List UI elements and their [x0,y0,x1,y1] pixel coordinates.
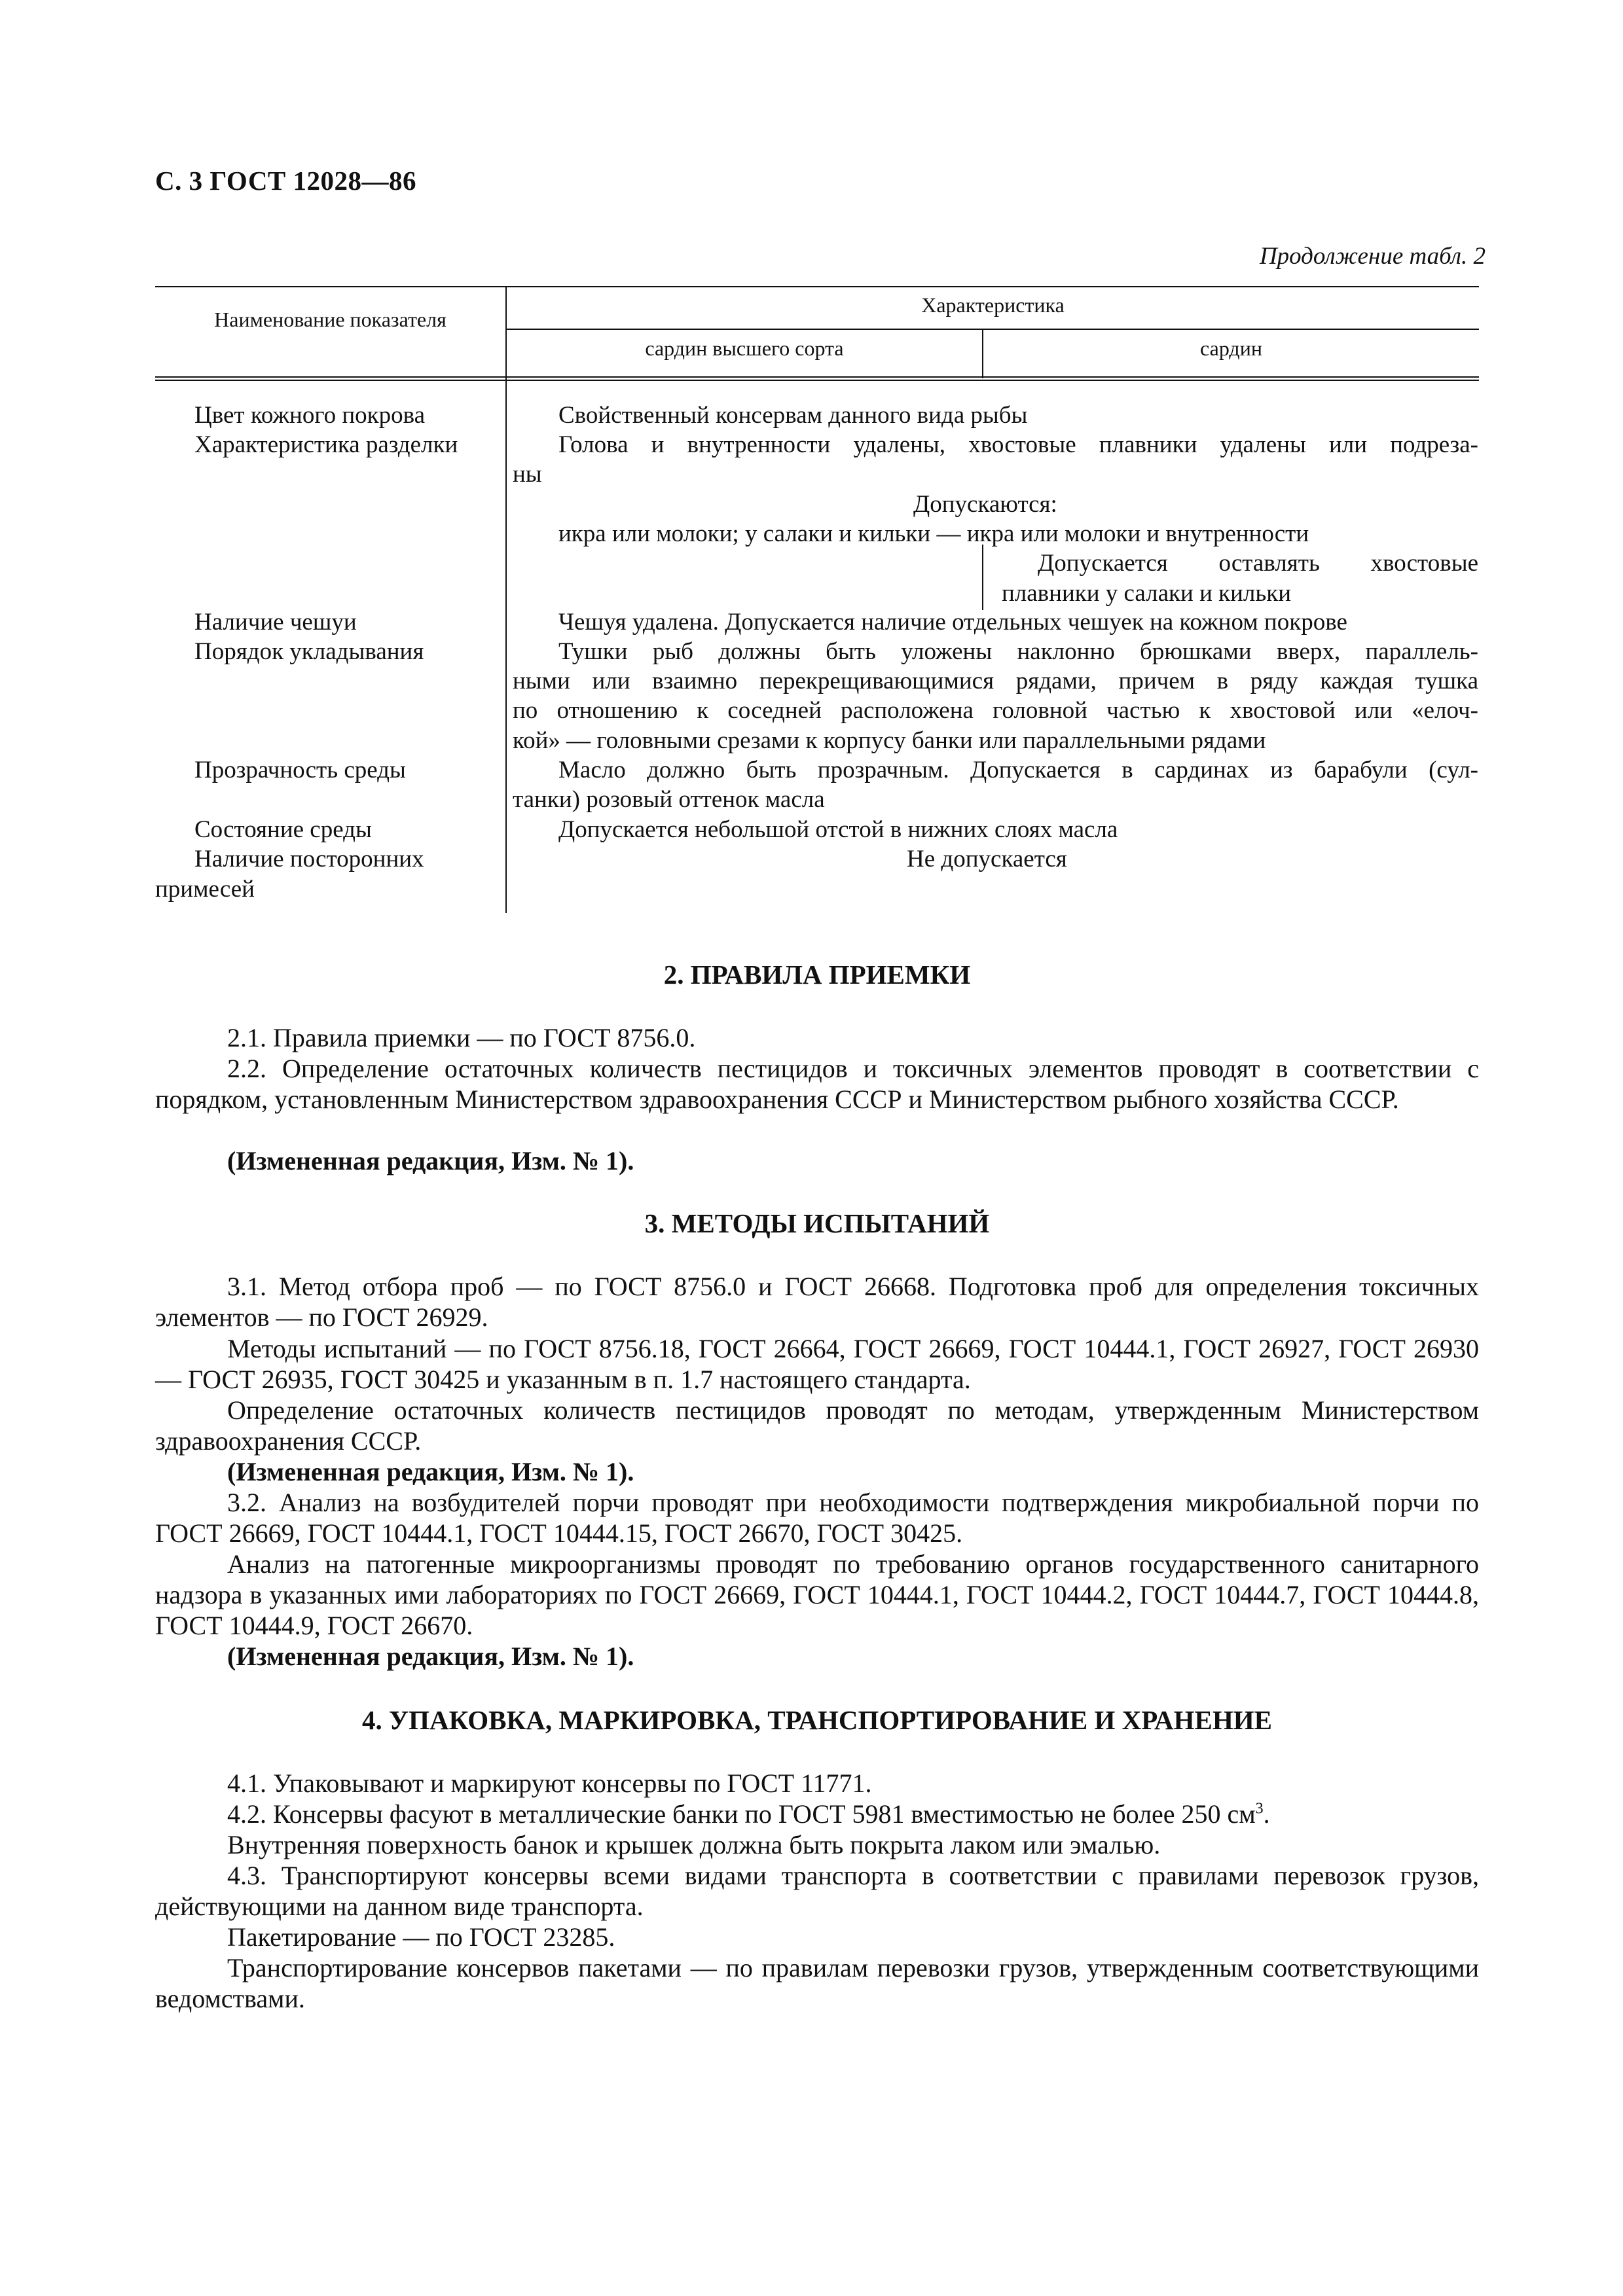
row-text-cutting-col2-1: Допускается оставлять хвостовые [1038,550,1478,577]
row-text-cutting-allowed-text: икра или молоки; у салаки и кильки — икра или молоки и внутренности [558,520,1309,547]
table-col-divider [505,286,507,913]
header-indicator: Наименование показателя [214,308,447,331]
row-name-impurities-1: Наличие посторонних [194,846,424,872]
row-name-skin-color: Цвет кожного покрова [194,402,426,429]
section-3-note-2: (Измененная редакция, Изм. № 1). [227,1641,634,1671]
section-4-p1: 4.1. Упаковывают и маркируют консервы по ГОСТ 11771. [227,1768,872,1798]
section-2-p2: 2.2. Определение остаточных количеств пестицидов и токсичных элементов проводят в соответствии с порядком, установленным Министерством здравоохранения СССР и Министерством рыбного хозяйства СССР. [155,1054,1479,1114]
row-text-skin-color: Свойственный консервам данного вида рыбы [558,402,1028,429]
row-text-packing-1: Тушки рыб должны быть уложены наклонно брюшками вверх, параллель- [558,638,1478,665]
header-bottom-rule [155,376,1479,381]
row-name-cutting: Характеристика разделки [194,431,458,458]
section-3-p3: Определение остаточных количеств пестицидов проводят по методам, утвержденным Министерством здравоохранения СССР. [155,1395,1479,1456]
section-3-p1: 3.1. Метод отбора проб — по ГОСТ 8756.0 и ГОСТ 26668. Подготовка проб для определения токсичных элементов — по ГОСТ 26929. [155,1272,1479,1332]
row-text-cutting-col2-2: плавники у салаки и кильки [1002,580,1292,607]
table-caption: Продолжение табл. 2 [1259,243,1486,270]
row-name-scales: Наличие чешуи [194,609,357,636]
section-3-p4: 3.2. Анализ на возбудителей порчи проводят при необходимости подтверждения микробиальной порчи по ГОСТ 26669, ГОСТ 10444.1, ГОСТ 10444.15, ГОСТ 26670, ГОСТ 30425. [155,1488,1479,1548]
row-name-transparency: Прозрачность среды [194,757,406,783]
section-2-note: (Измененная редакция, Изм. № 1). [227,1146,634,1175]
section-2-title: 2. ПРАВИЛА ПРИЕМКИ [663,960,971,990]
section-4-p2-sup: 3 [1255,1800,1264,1818]
section-4-p3: Внутренняя поверхность банок и крышек должна быть покрыта лаком или эмалью. [227,1830,1161,1859]
row-text-cutting-allowed: Допускаются: [913,491,1057,518]
row-text-transparency-1: Масло должно быть прозрачным. Допускается в сардинах из барабули (сул- [558,757,1478,783]
section-3-p2: Методы испытаний — по ГОСТ 8756.18, ГОСТ 26664, ГОСТ 26669, ГОСТ 10444.1, ГОСТ 26927, ГОСТ 26930 — ГОСТ 26935, ГОСТ 30425 и указанным в п. 1.7 настоящего стандарта. [155,1334,1479,1394]
page-header: С. 3 ГОСТ 12028—86 [155,166,417,196]
header-col-premium: сардин высшего сорта [645,336,844,360]
section-4-p2-text: 4.2. Консервы фасуют в металлические банки по ГОСТ 5981 вместимостью не более 250 см [227,1799,1256,1829]
row-name-packing-order: Порядок укладывания [194,638,424,665]
section-3-p5: Анализ на патогенные микроорганизмы проводят по требованию органов государственного санитарного надзора в указанных ими лабораториях по ГОСТ 26669, ГОСТ 10444.1, ГОСТ 10444.2, ГОСТ 10444.7, ГОСТ 10444.8, ГОСТ 10444.9, ГОСТ 26670. [155,1549,1479,1640]
row-name-medium-state: Состояние среды [194,816,372,843]
section-4-title: 4. УПАКОВКА, МАРКИРОВКА, ТРАНСПОРТИРОВАНИЕ И ХРАНЕНИЕ [361,1705,1273,1735]
header-mid-rule [505,329,1479,330]
row-text-packing-2: ными или взаимно перекрещивающимися рядами, причем в ряду каждая тушка [513,668,1478,694]
row-text-scales: Чешуя удалена. Допускается наличие отдельных чешуек на кожном покрове [558,609,1347,636]
row-text-cutting-2: ны [513,461,542,488]
section-4-p2 [155,1799,1479,1829]
section-3-note-1: (Измененная редакция, Изм. № 1). [227,1457,634,1486]
header-characteristic: Характеристика [921,293,1065,317]
section-4-p2-end: . [1263,1799,1270,1829]
row-text-medium-state: Допускается небольшой отстой в нижних слоях масла [558,816,1118,843]
row-name-impurities-2: примесей [155,876,255,903]
section-3-title: 3. МЕТОДЫ ИСПЫТАНИЙ [644,1208,990,1238]
cutting-col-divider [982,545,983,610]
section-2-p1: 2.1. Правила приемки — по ГОСТ 8756.0. [227,1023,696,1052]
row-text-transparency-2: танки) розовый оттенок масла [513,786,825,813]
section-4-p5: Пакетирование — по ГОСТ 23285. [227,1922,615,1952]
row-text-cutting-1: Голова и внутренности удалены, хвостовые плавники удалены или подреза- [558,431,1478,458]
row-text-packing-4: кой» — головными срезами к корпусу банки или параллельными рядами [513,727,1266,754]
header-col-sardin: сардин [1200,336,1262,360]
section-4-p6: Транспортирование консервов пакетами — по правилам перевозки грузов, утвержденным соответствующими ведомствами. [155,1953,1479,2013]
table-top-rule [155,286,1479,287]
row-text-impurities: Не допускается [907,846,1067,872]
row-text-packing-3: по отношению к соседней расположена головной частью к хвостовой или «елоч- [513,697,1478,724]
section-4-p4: 4.3. Транспортируют консервы всеми видами транспорта в соответствии с правилами перевозок грузов, действующими на данном виде транспорта. [155,1861,1479,1921]
